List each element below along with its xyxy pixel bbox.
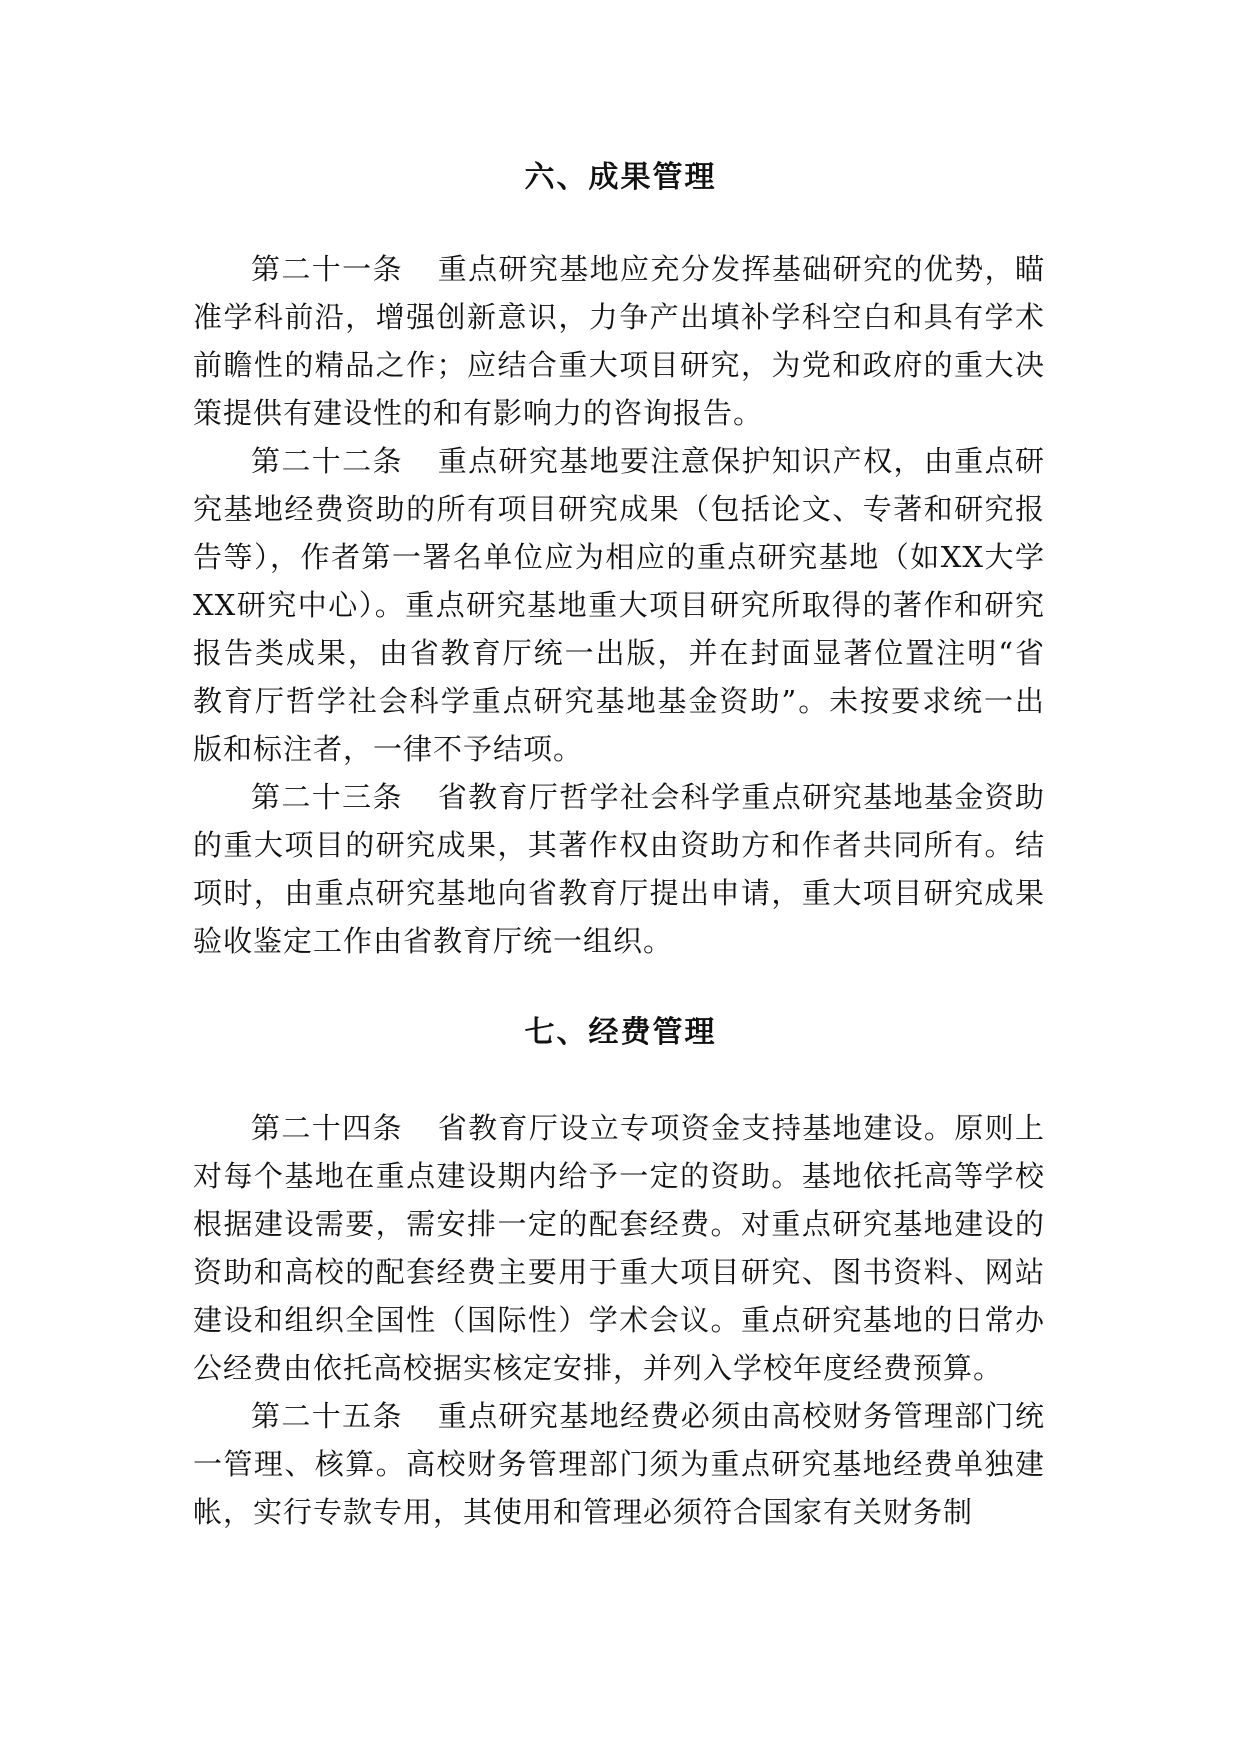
article-24 [193, 1104, 1045, 1392]
section-heading-results-management: 六、成果管理 [524, 160, 717, 195]
article-23 [193, 773, 1045, 965]
article-number: 第二十五条 [251, 1399, 403, 1433]
section-funding-management [193, 1104, 1045, 1536]
article-number: 第二十四条 [251, 1111, 403, 1145]
article-text: 重点研究基地要注意保护知识产权，由重点研究基地经费资助的所有项目研究成果（包括论文、专著和研究报告等），作者第一署名单位应为相应的重点研究基地（如XX大学XX研究中心）。重点研究基地重大项目研究所取得的著作和研究报告类成果，由省教育厅统一出版，并在封面显著位置注明“省教育厅哲学社会科学重点研究基地基金资助”。未按要求统一出版和标注者，一律不予结项。 [193, 444, 1045, 766]
article-text: 重点研究基地经费必须由高校财务管理部门统一管理、核算。高校财务管理部门须为重点研究基地经费单独建帐，实行专款专用，其使用和管理必须符合国家有关财务制 [193, 1399, 1045, 1529]
article-text: 重点研究基地应充分发挥基础研究的优势，瞄准学科前沿，增强创新意识，力争产出填补学科空白和具有学术前瞻性的精品之作；应结合重大项目研究，为党和政府的重大决策提供有建设性的和有影响力的咨询报告。 [193, 252, 1045, 430]
article-number: 第二十三条 [251, 780, 403, 814]
article-number: 第二十一条 [251, 252, 403, 286]
article-25 [193, 1392, 1045, 1536]
section-results-management [193, 245, 1045, 965]
article-21 [193, 245, 1045, 437]
article-text: 省教育厅设立专项资金支持基地建设。原则上对每个基地在重点建设期内给予一定的资助。基地依托高等学校根据建设需要，需安排一定的配套经费。对重点研究基地建设的资助和高校的配套经费主要用于重大项目研究、图书资料、网站建设和组织全国性（国际性）学术会议。重点研究基地的日常办公经费由依托高校据实核定安排，并列入学校年度经费预算。 [193, 1111, 1045, 1385]
section-heading-funding-management: 七、经费管理 [524, 1015, 717, 1050]
article-text: 省教育厅哲学社会科学重点研究基地基金资助的重大项目的研究成果，其著作权由资助方和作者共同所有。结项时，由重点研究基地向省教育厅提出申请，重大项目研究成果验收鉴定工作由省教育厅统一组织。 [193, 780, 1045, 958]
article-number: 第二十二条 [251, 444, 403, 478]
article-22 [193, 437, 1045, 773]
